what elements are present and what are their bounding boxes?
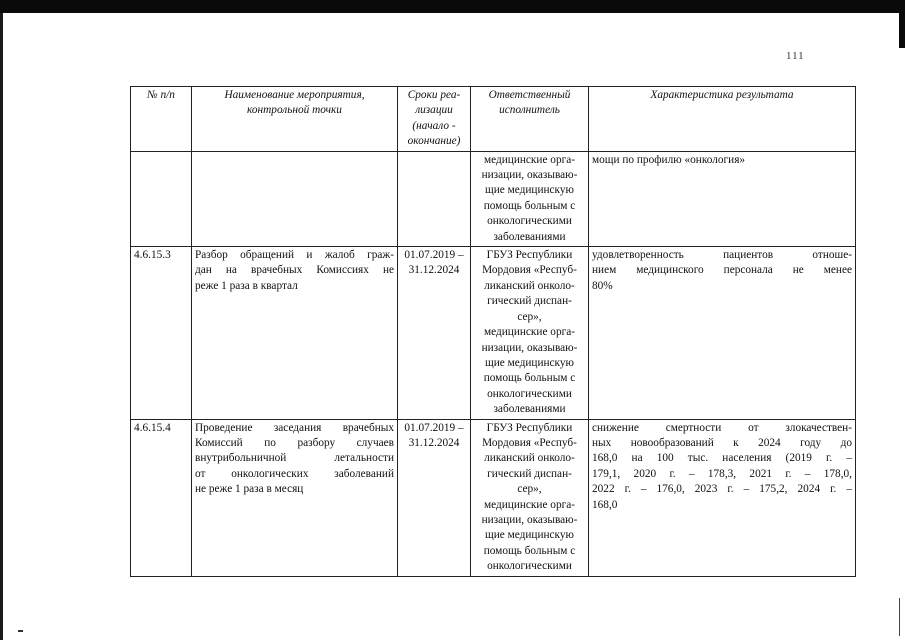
cell-num: 4.6.15.4 — [131, 419, 192, 576]
cell-executor: ГБУЗ Республики Мордовия «Респуб- ликанский онколо- гический диспан- сер», медицинские орга- низации, оказываю- щие медицинскую помощь больным с онкологическими — [471, 419, 589, 576]
page-number: 111 — [786, 50, 805, 62]
cell-name: Проведение заседания врачебных Комиссий по разбору случаев внутрибольничной летальности от онкологических заболеваний не реже 1 раза в месяц — [192, 419, 398, 576]
table-row — [131, 419, 856, 576]
header-name: Наименование мероприятия, контрольной точки — [192, 87, 398, 152]
cell-num — [131, 151, 192, 246]
header-num: № п/п — [131, 87, 192, 152]
scan-border-top — [0, 0, 905, 13]
header-dates: Сроки реа- лизации (начало - окончание) — [398, 87, 471, 152]
cell-dates: 01.07.2019 – 31.12.2024 — [398, 247, 471, 419]
cell-num: 4.6.15.3 — [131, 247, 192, 419]
cell-executor: медицинские орга- низации, оказываю- щие медицинскую помощь больным с онкологическими заболеваниями — [471, 151, 589, 246]
scan-mark-right — [899, 598, 900, 636]
scan-mark-left — [18, 630, 23, 632]
table-header-row — [131, 87, 856, 152]
scan-border-right — [899, 0, 905, 48]
cell-executor: ГБУЗ Республики Мордовия «Респуб- ликанский онколо- гический диспан- сер», медицинские орга- низации, оказываю- щие медицинскую помощь больным с онкологическими заболеваниями — [471, 247, 589, 419]
cell-dates: 01.07.2019 – 31.12.2024 — [398, 419, 471, 576]
header-executor: Ответственный исполнитель — [471, 87, 589, 152]
cell-result: удовлетворенность пациентов отноше- нием медицинского персонала не менее 80% — [589, 247, 856, 419]
cell-dates — [398, 151, 471, 246]
measures-table — [130, 86, 856, 577]
scan-border-left — [0, 13, 3, 640]
cell-name — [192, 151, 398, 246]
table-row — [131, 247, 856, 419]
header-result: Характеристика результата — [589, 87, 856, 152]
cell-result: снижение смертности от злокачествен- ных новообразований к 2024 году до 168,0 на 100 тыс. населения (2019 г. – 179,1, 2020 г. – 178,3, 2021 г. – 178,0, 2022 г. – 176,0, 2023 г. – 175,2, 2024 г. – 168,0 — [589, 419, 856, 576]
cell-name: Разбор обращений и жалоб граж- дан на врачебных Комиссиях не реже 1 раза в квартал — [192, 247, 398, 419]
cell-result: мощи по профилю «онкология» — [589, 151, 856, 246]
table-row — [131, 151, 856, 246]
